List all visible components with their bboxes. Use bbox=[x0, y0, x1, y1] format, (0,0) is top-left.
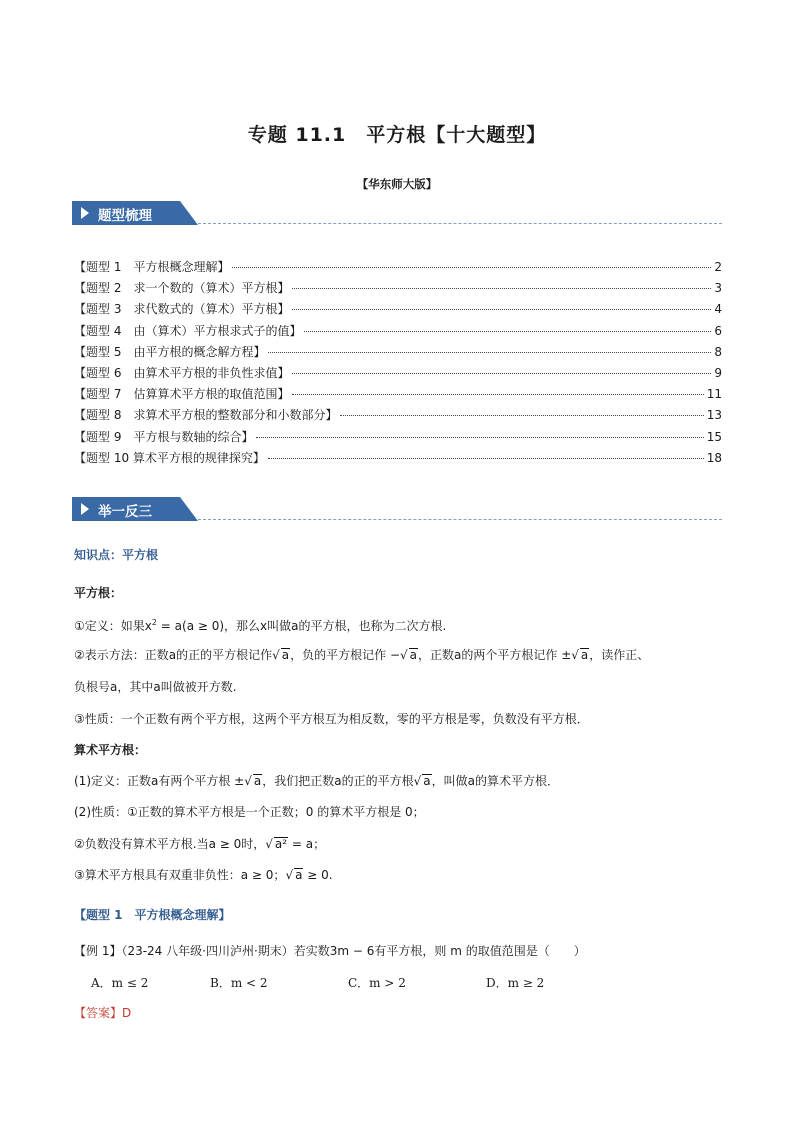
edition-label: 【华东师大版】 bbox=[356, 177, 438, 191]
toc-item[interactable]: 【题型 7 估算算术平方根的取值范围】 11 bbox=[74, 387, 722, 402]
toc-item[interactable]: 【题型 3 求代数式的（算术）平方根】 4 bbox=[74, 302, 722, 317]
banner-title: 举一反三 bbox=[98, 504, 152, 520]
arithmetic-root-heading: 算术平方根： bbox=[74, 743, 147, 757]
answer-value: D bbox=[122, 1006, 132, 1020]
toc-item[interactable]: 【题型 5 由平方根的概念解方程】 8 bbox=[74, 344, 722, 359]
example-question: 【例 1】（23-24 八年级·四川泸州·期末）若实数3m − 6有平方根，则 m 的取值范围是（ ） bbox=[74, 944, 586, 958]
toc-item[interactable]: 【题型 6 由算术平方根的非负性求值】 9 bbox=[74, 365, 722, 380]
knowledge-point-heading: 知识点：平方根 bbox=[74, 548, 159, 562]
toc-item[interactable]: 【题型 8 求算术平方根的整数部分和小数部分】 13 bbox=[74, 408, 722, 423]
section-banner-types bbox=[72, 201, 198, 225]
notation-line: ②表示方法：正数a的正的平方根记作√ a，负的平方根记作 −√ a，正数a的两个平方根记作 ±√ a，读作正、 bbox=[74, 648, 650, 662]
definition-line: ①定义：如果$x^2 = a(a \ge 0)$，那么x叫做a的平方根，也称为二次方根. bbox=[74, 618, 447, 633]
option-a[interactable]: A．m ≤ 2 bbox=[91, 976, 149, 990]
banner-title: 题型梳理 bbox=[98, 208, 152, 224]
toc-item[interactable]: 【题型 10 算术平方根的规律探究】 18 bbox=[74, 450, 722, 465]
divider-line bbox=[198, 223, 722, 224]
table-of-contents bbox=[74, 258, 722, 470]
divider-line bbox=[198, 519, 722, 520]
toc-item[interactable]: 【题型 2 求一个数的（算术）平方根】 3 bbox=[74, 281, 722, 296]
answer-line bbox=[74, 1004, 131, 1021]
square-root-heading: 平方根： bbox=[74, 586, 123, 600]
toc-item[interactable]: 【题型 4 由（算术）平方根求式子的值】 6 bbox=[74, 323, 722, 338]
type-1-heading: 【题型 1 平方根概念理解】 bbox=[74, 908, 231, 922]
section-banner-practice bbox=[72, 497, 198, 521]
property-line: ③性质：一个正数有两个平方根，这两个平方根互为相反数，零的平方根是零，负数没有平方根． bbox=[74, 712, 589, 726]
toc-item[interactable]: 【题型 1 平方根概念理解】 2 bbox=[74, 260, 722, 274]
option-b[interactable]: B．m < 2 bbox=[210, 976, 268, 990]
arithmetic-property-line: (2)性质：①正数的算术平方根是一个正数；0 的算术平方根是 0； bbox=[74, 805, 425, 819]
arithmetic-property-line-2: ②负数没有算术平方根.当a ≥ 0时，√ a² = a； bbox=[74, 837, 326, 851]
page-title: 专题 11.1 平方根【十大题型】 bbox=[247, 124, 547, 146]
arithmetic-definition-line: (1)定义：正数a有两个平方根 ±√ a，我们把正数a的正的平方根√ a，叫做a的算术平方根． bbox=[74, 774, 559, 788]
option-c[interactable]: C．m > 2 bbox=[348, 976, 406, 990]
arithmetic-property-line-3: ③算术平方根具有双重非负性：a ≥ 0；√ a ≥ 0. bbox=[74, 868, 333, 882]
option-d[interactable]: D．m ≥ 2 bbox=[486, 976, 545, 990]
answer-label: 【答案】 bbox=[74, 1006, 123, 1020]
toc-item[interactable]: 【题型 9 平方根与数轴的综合】 15 bbox=[74, 429, 722, 444]
notation-line-continued: 负根号a，其中a叫做被开方数. bbox=[74, 680, 237, 694]
